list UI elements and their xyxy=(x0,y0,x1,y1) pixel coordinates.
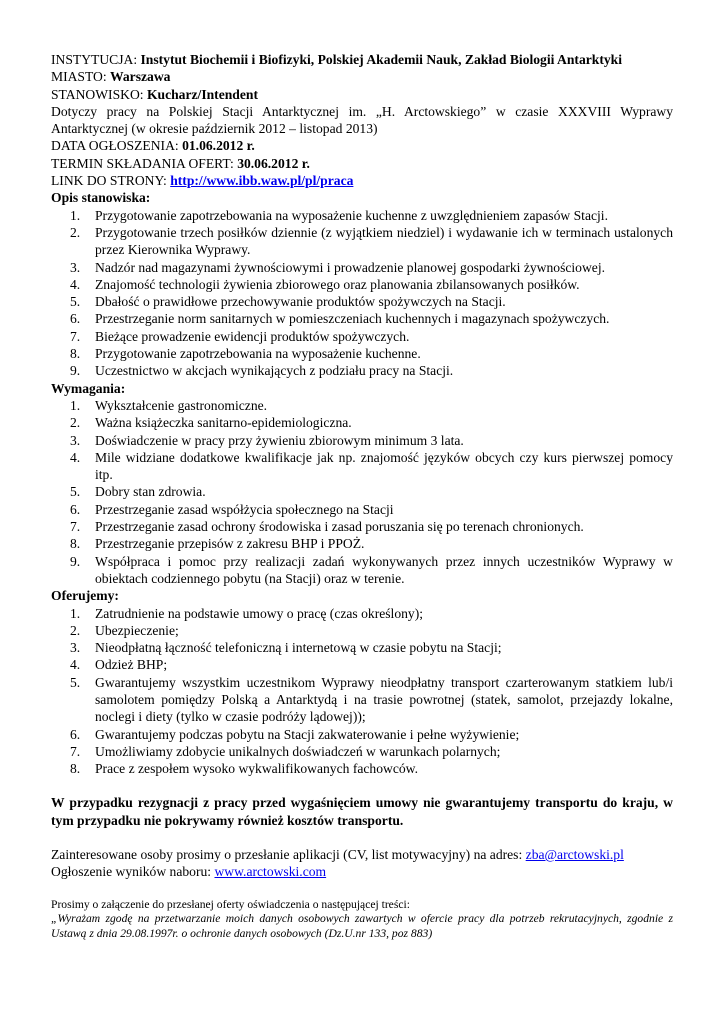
list-item-text: Dbałość o prawidłowe przechowywanie produktów spożywczych na Stacji. xyxy=(95,294,506,310)
list-item-number: 5. xyxy=(70,294,81,310)
list-item-number: 7. xyxy=(70,743,81,759)
list-item-number: 4. xyxy=(70,276,81,292)
deadline-value: 30.06.2012 r. xyxy=(237,155,310,171)
list-item xyxy=(51,293,673,310)
list-item-text: Ubezpieczenie; xyxy=(95,622,179,638)
list-item xyxy=(51,743,673,760)
list-item-number: 7. xyxy=(70,519,81,535)
list-item-number: 8. xyxy=(70,761,81,777)
city-value: Warszawa xyxy=(110,69,171,85)
list-item-number: 9. xyxy=(70,553,81,569)
consent-quote: „Wyrażam zgodę na przetwarzanie moich danych osobowych zawartych w ofercie pracy dla potrzeb rekrutacyjnych, zgodnie z Ustawą z dnia 29.08.1997r. o ochronie danych osobowych (Dz.U.nr 133, poz 883) xyxy=(51,912,673,940)
list-item-text: Nieodpłatną łączność telefoniczną i internetową w czasie pobytu na Stacji; xyxy=(95,640,502,656)
consent-intro: Prosimy o załączenie do przesłanej oferty oświadczenia o następującej treści: xyxy=(51,897,410,911)
consent-block xyxy=(51,898,673,942)
list-item-text: Przestrzeganie zasad współżycia społecznego na Stacji xyxy=(95,501,394,517)
institution-label: INSTYTUCJA: xyxy=(51,52,141,67)
list-item xyxy=(51,310,673,327)
list-item-number: 9. xyxy=(70,363,81,379)
list-item-text: Prace z zespołem wysoko wykwalifikowanych fachowców. xyxy=(95,761,418,777)
list-item xyxy=(51,276,673,293)
list-item-number: 7. xyxy=(70,328,81,344)
date-line xyxy=(51,137,673,154)
list-item-text: Zatrudnienie na podstawie umowy o pracę (czas określony); xyxy=(95,605,424,621)
list-item-text: Nadzór nad magazynami żywnościowymi i prowadzenie planowej gospodarki żywnościowej. xyxy=(95,259,605,275)
position-label: STANOWISKO: xyxy=(51,86,147,102)
list-item xyxy=(51,760,673,777)
list-item-number: 4. xyxy=(70,449,81,465)
link-label: LINK DO STRONY: xyxy=(51,173,171,189)
list-item xyxy=(51,726,673,743)
list-item xyxy=(51,259,673,276)
apply-text: Zainteresowane osoby prosimy o przesłanie aplikacji (CV, list motywacyjny) na adres: xyxy=(51,847,526,863)
list-item-text: Przygotowanie zapotrzebowania na wyposażenie kuchenne z uwzględnieniem zapasów Stacji. xyxy=(95,207,608,223)
date-value: 01.06.2012 r. xyxy=(182,138,255,154)
results-text: Ogłoszenie wyników naboru: xyxy=(51,864,215,880)
list-item xyxy=(51,345,673,362)
city-line xyxy=(51,68,673,85)
offer-list xyxy=(51,605,673,778)
list-item-text: Dobry stan zdrowia. xyxy=(95,484,206,500)
posting-description: Dotyczy pracy na Polskiej Stacji Antarktycznej im. „H. Arctowskiego” w czasie XXXVIII Wyprawy Antarktycznej (w okresie październik 2012 – listopad 2013) xyxy=(51,103,673,137)
list-item-text: Przygotowanie zapotrzebowania na wyposażenie kuchenne. xyxy=(95,346,421,362)
list-item-number: 2. xyxy=(70,622,81,638)
list-item-text: Wykształcenie gastronomiczne. xyxy=(95,397,268,413)
list-item xyxy=(51,501,673,518)
list-item xyxy=(51,656,673,673)
requirements-heading: Wymagania: xyxy=(51,380,126,396)
list-item xyxy=(51,362,673,379)
transport-notice: W przypadku rezygnacji z pracy przed wygaśnięciem umowy nie gwarantujemy transportu do kraju, w tym przypadku nie pokrywamy również kosztów transportu. xyxy=(51,795,673,828)
results-line xyxy=(51,863,673,880)
list-item xyxy=(51,328,673,345)
position-value: Kucharz/Intendent xyxy=(146,86,258,102)
list-item-number: 6. xyxy=(70,311,81,327)
list-item xyxy=(51,224,673,259)
date-label: DATA OGŁOSZENIA: xyxy=(51,138,183,154)
list-item-number: 3. xyxy=(70,259,81,275)
requirements-list xyxy=(51,397,673,587)
list-item-number: 4. xyxy=(70,657,81,673)
results-link[interactable]: www.arctowski.com xyxy=(214,864,327,880)
list-item-text: Gwarantujemy wszystkim uczestnikom Wyprawy nieodpłatny transport czarterowanym statkiem lub/i samolotem pomiędzy Polską a Antarktydą i na trasie powrotnej (statek, samolot, przejazdy lokalne, noclegi i diety (tylko w czasie podróży lądowej)); xyxy=(95,674,673,725)
list-item xyxy=(51,414,673,431)
duties-heading: Opis stanowiska: xyxy=(51,190,151,206)
apply-line xyxy=(51,846,673,863)
list-item-text: Uczestnictwo w akcjach wynikających z podziału pracy na Stacji. xyxy=(95,363,454,379)
list-item-text: Współpraca i pomoc przy realizacji zadań wykonywanych przez innych uczestników Wyprawy w obiektach codziennego pobytu (na Stacji) oraz w terenie. xyxy=(95,553,673,586)
job-posting xyxy=(51,51,673,941)
list-item-text: Przestrzeganie norm sanitarnych w pomieszczeniach kuchennych i magazynach spożywczych. xyxy=(95,311,610,327)
list-item-text: Umożliwiamy zdobycie unikalnych doświadczeń w warunkach polarnych; xyxy=(95,743,501,759)
institution-line xyxy=(51,51,673,68)
list-item-text: Przestrzeganie zasad ochrony środowiska i zasad poruszania się po terenach chronionych. xyxy=(95,519,584,535)
list-item xyxy=(51,553,673,588)
list-item-number: 2. xyxy=(70,224,81,240)
list-item xyxy=(51,639,673,656)
list-item xyxy=(51,397,673,414)
list-item xyxy=(51,674,673,726)
list-item-number: 5. xyxy=(70,674,81,690)
list-item xyxy=(51,518,673,535)
list-item-number: 1. xyxy=(70,207,81,223)
list-item xyxy=(51,535,673,552)
list-item xyxy=(51,605,673,622)
list-item-number: 3. xyxy=(70,640,81,656)
list-item-text: Przestrzeganie przepisów z zakresu BHP i PPOŻ. xyxy=(95,536,365,552)
list-item-text: Ważna książeczka sanitarno-epidemiologiczna. xyxy=(95,415,352,431)
offer-heading: Oferujemy: xyxy=(51,588,119,604)
list-item-text: Doświadczenie w pracy przy żywieniu zbiorowym minimum 3 lata. xyxy=(95,432,464,448)
deadline-line xyxy=(51,155,673,172)
city-label: MIASTO: xyxy=(51,69,111,85)
institution-value: Instytut Biochemii i Biofizyki, Polskiej Akademii Nauk, Zakład Biologii Antarktyki xyxy=(140,52,623,67)
list-item-text: Odzież BHP; xyxy=(95,657,168,673)
list-item-number: 1. xyxy=(70,397,81,413)
list-item xyxy=(51,207,673,224)
list-item xyxy=(51,432,673,449)
list-item-text: Znajomość technologii żywienia zbiorowego oraz planowania zbilansowanych posiłków. xyxy=(95,276,580,292)
deadline-label: TERMIN SKŁADANIA OFERT: xyxy=(51,155,238,171)
list-item-text: Gwarantujemy podczas pobytu na Stacji zakwaterowanie i pełne wyżywienie; xyxy=(95,726,520,742)
list-item-text: Przygotowanie trzech posiłków dziennie (z wyjątkiem niedziel) i wydawanie ich w terminach ustalonych przez Kierownika Wyprawy. xyxy=(95,224,673,258)
list-item-number: 6. xyxy=(70,726,81,742)
link-line xyxy=(51,172,673,189)
duties-list xyxy=(51,207,673,380)
list-item xyxy=(51,449,673,484)
list-item-text: Bieżące prowadzenie ewidencji produktów spożywczych. xyxy=(95,328,410,344)
list-item xyxy=(51,483,673,500)
position-line xyxy=(51,86,673,103)
list-item-text: Mile widziane dodatkowe kwalifikacje jak np. znajomość języków obcych czy kurs pierwszej pomocy itp. xyxy=(95,449,673,483)
list-item-number: 8. xyxy=(70,346,81,362)
list-item-number: 2. xyxy=(70,415,81,431)
contact-block xyxy=(51,846,673,881)
list-item xyxy=(51,622,673,639)
list-item-number: 1. xyxy=(70,605,81,621)
job-page-link[interactable]: http://www.ibb.waw.pl/pl/praca xyxy=(170,173,354,189)
list-item-number: 8. xyxy=(70,536,81,552)
email-link[interactable]: zba@arctowski.pl xyxy=(525,847,624,863)
list-item-number: 5. xyxy=(70,484,81,500)
list-item-number: 3. xyxy=(70,432,81,448)
list-item-number: 6. xyxy=(70,501,81,517)
